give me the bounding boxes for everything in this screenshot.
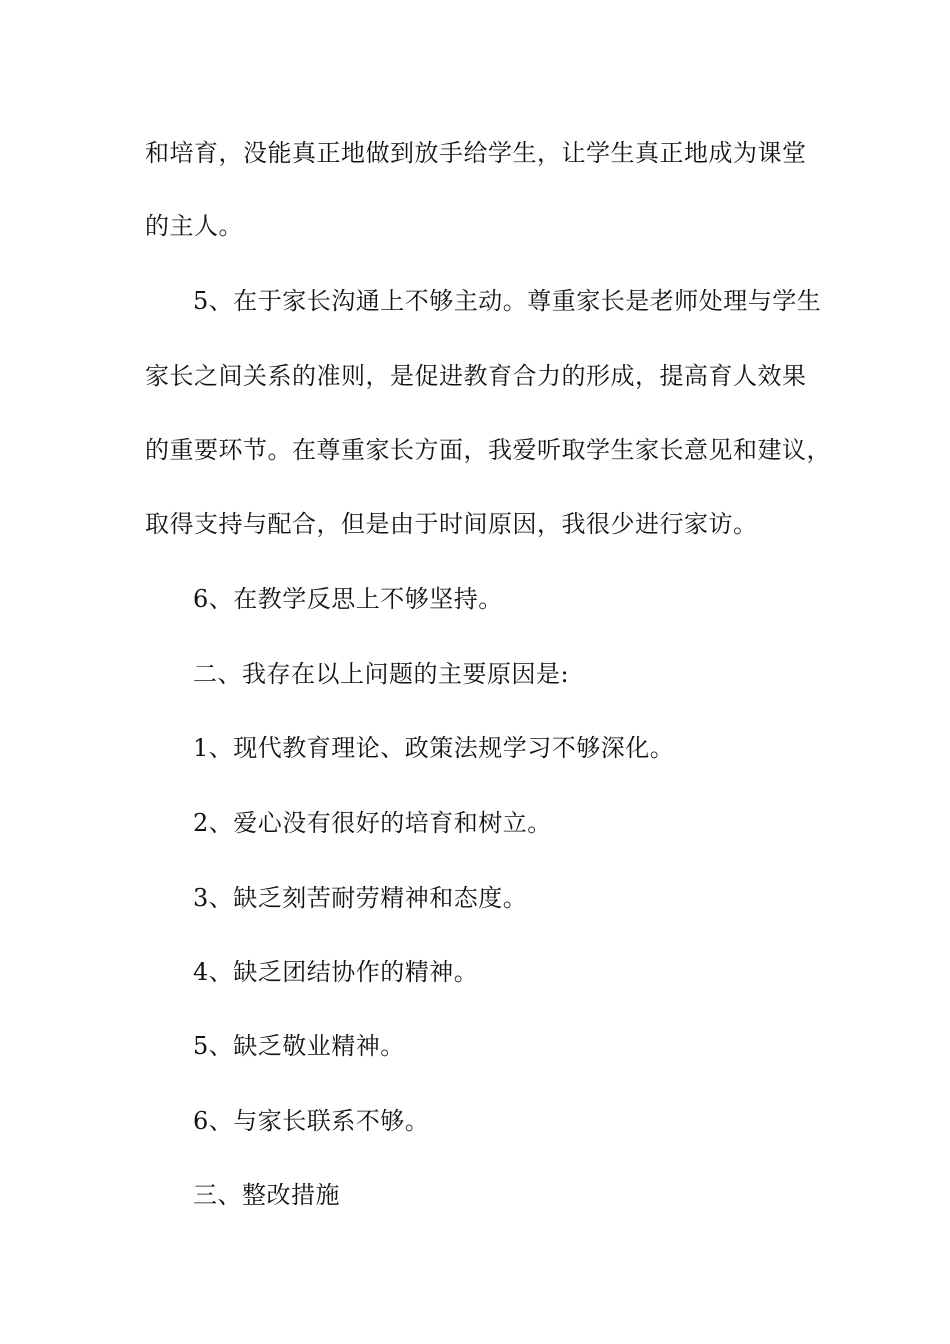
list-item: 5、缺乏敬业精神。	[193, 1032, 405, 1060]
paragraph-line: 的主人。	[145, 212, 243, 240]
section-heading: 三、整改措施	[193, 1181, 340, 1209]
list-item: 6、与家长联系不够。	[193, 1107, 430, 1135]
list-item: 1、现代教育理论、政策法规学习不够深化。	[193, 734, 675, 762]
list-item: 3、缺乏刻苦耐劳精神和态度。	[193, 884, 528, 912]
list-item: 4、缺乏团结协作的精神。	[193, 958, 479, 986]
paragraph-line: 的重要环节。在尊重家长方面，我爱听取学生家长意见和建议，	[145, 436, 831, 464]
paragraph-line: 取得支持与配合，但是由于时间原因，我很少进行家访。	[145, 510, 758, 538]
list-item: 2、爱心没有很好的培育和树立。	[193, 809, 552, 837]
list-item: 5、在于家长沟通上不够主动。尊重家长是老师处理与学生	[193, 287, 822, 315]
list-item: 6、在教学反思上不够坚持。	[193, 585, 503, 613]
section-heading: 二、我存在以上问题的主要原因是:	[193, 660, 570, 688]
paragraph-line: 家长之间关系的准则，是促进教育合力的形成，提高育人效果	[145, 362, 807, 390]
paragraph-line: 和培育，没能真正地做到放手给学生，让学生真正地成为课堂	[145, 139, 807, 167]
